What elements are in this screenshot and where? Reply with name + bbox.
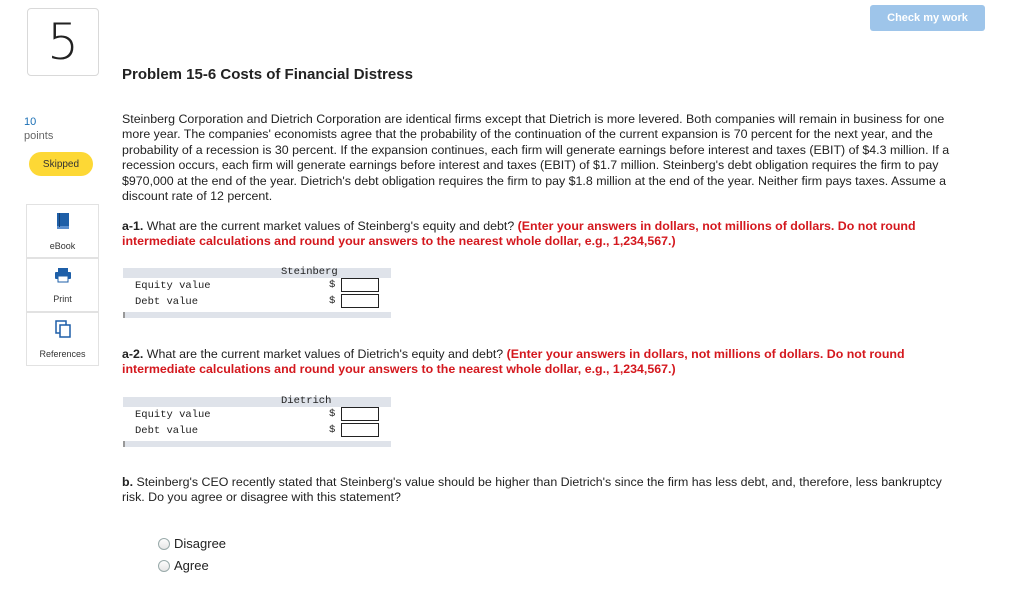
references-icon [55,320,71,343]
print-button[interactable] [26,258,99,312]
option-label: Agree [174,558,209,573]
print-label: Print [53,293,72,304]
dietrich-equity-input[interactable] [341,407,379,421]
radio-button[interactable] [158,560,170,572]
table-header [123,268,391,278]
question-b [122,475,952,506]
question-b-label: b. [122,475,134,489]
question-number: 5 [47,13,79,71]
question-a2-instruction: (Enter your answers in dollars, not millions of dollars. Do not round intermediate calculations and round your answers to the nearest whole dollar, e.g., 1,234,567.) [122,347,905,377]
currency-symbol: $ [329,424,336,436]
book-icon [55,212,71,235]
question-a1-label: a-1. [122,219,144,233]
option-agree[interactable] [158,558,209,573]
row-label: Debt value [135,296,199,308]
radio-button[interactable] [158,538,170,550]
row-label: Debt value [135,425,199,437]
steinberg-equity-input[interactable] [341,278,379,292]
question-a2-text: What are the current market values of Dietrich's equity and debt? [143,347,507,361]
dietrich-debt-input[interactable] [341,423,379,437]
problem-intro: Steinberg Corporation and Dietrich Corporation are identical firms except that Dietrich is more levered. Both companies will remain in business for one more year. The companies' economists agree that the probability of the continuation of the current expansion is 70 percent for the next year, and the probability of a recession is 30 percent. If the expansion continues, each firm will generate earnings before interest and taxes (EBIT) of $4.3 million. If a recession occurs, each firm will generate earnings before interest and taxes (EBIT) of $1.7 million. Steinberg's debt obligation requires the firm to pay $970,000 at the end of the year. Dietrich's debt obligation requires the firm to pay $1.8 million at the end of the year. Neither firm pays taxes. Assume a discount rate of 12 percent. [122,112,950,204]
table-footer [123,312,391,318]
option-disagree[interactable] [158,536,226,551]
currency-symbol: $ [329,408,336,420]
question-number-box [27,8,99,76]
references-label: References [39,348,86,359]
points-value: 10 [24,116,37,128]
row-label: Equity value [135,280,211,292]
row-label: Equity value [135,409,211,421]
ebook-button[interactable] [26,204,99,258]
check-my-work-button[interactable]: Check my work [870,5,985,31]
question-a1 [122,219,952,250]
option-label: Disagree [174,536,227,551]
table-row [123,294,391,310]
table-footer [123,441,391,447]
printer-icon [54,267,72,288]
status-badge: Skipped [29,152,93,176]
ebook-label: eBook [49,240,76,251]
table-row [123,278,391,294]
question-a2 [122,347,952,378]
table-header [123,397,391,407]
points-label: points [24,130,54,142]
question-a2-label: a-2. [122,347,144,361]
question-a1-text: What are the current market values of Steinberg's equity and debt? [143,219,518,233]
problem-title: Problem 15-6 Costs of Financial Distress [122,66,413,83]
currency-symbol: $ [329,279,336,291]
table-header-label: Steinberg [281,266,338,278]
currency-symbol: $ [329,295,336,307]
question-a1-instruction: (Enter your answers in dollars, not millions of dollars. Do not round intermediate calculations and round your answers to the nearest whole dollar, e.g., 1,234,567.) [122,219,916,249]
table-row [123,423,391,439]
steinberg-debt-input[interactable] [341,294,379,308]
references-button[interactable] [26,312,99,366]
question-b-text: Steinberg's CEO recently stated that Steinberg's value should be higher than Dietrich's since the firm has less debt, and, therefore, less bankruptcy risk. Do you agree or disagree with this statement? [122,475,942,505]
steinberg-answer-table [123,268,391,318]
table-row [123,407,391,423]
dietrich-answer-table [123,397,391,447]
table-header-label: Dietrich [281,395,332,407]
